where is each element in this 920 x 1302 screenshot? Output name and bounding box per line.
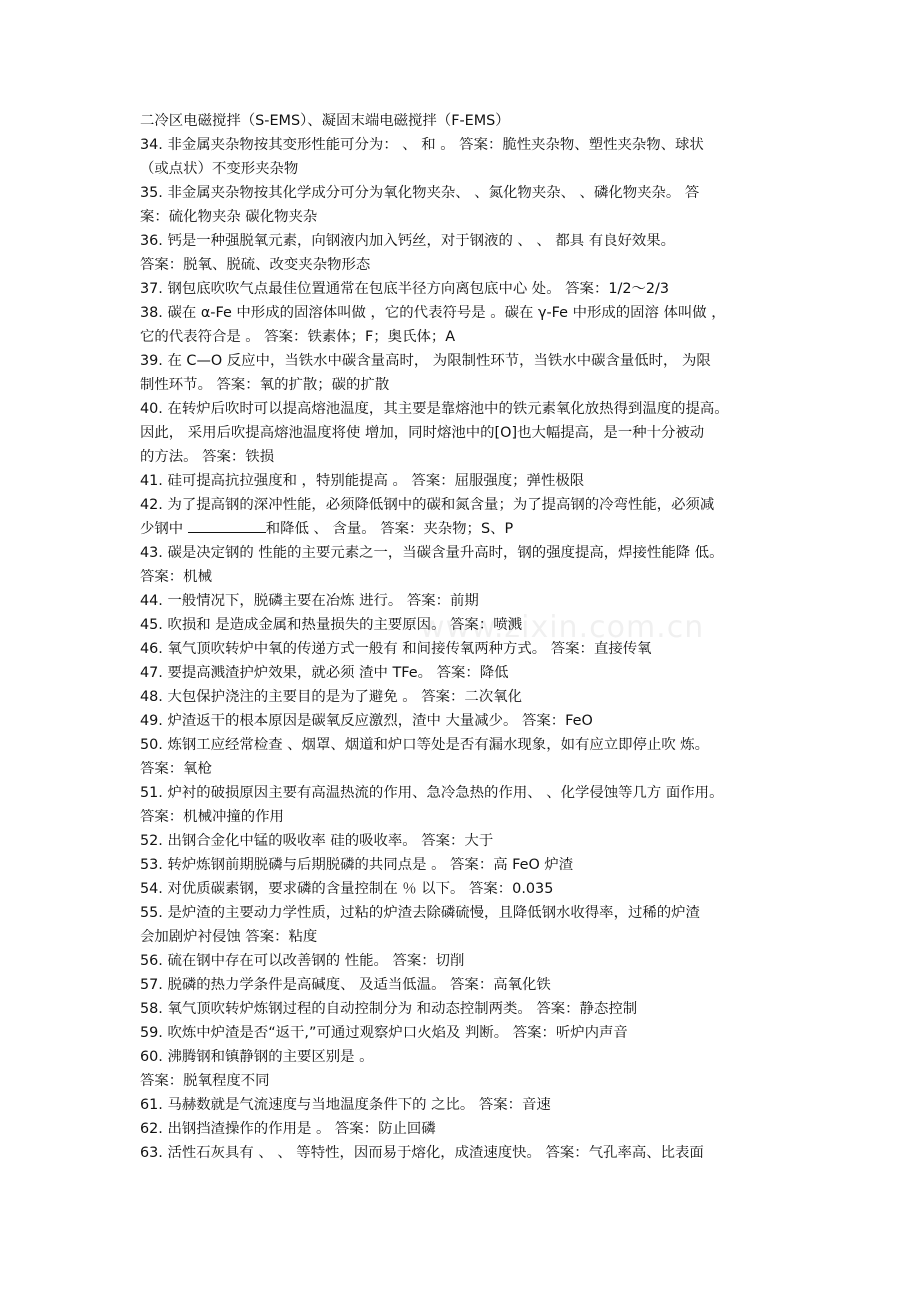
text-line: 38. 碳在 α-Fe 中形成的固溶体叫做 ，它的代表符号是 。碳在 γ-Fe 中形成的固溶 体叫做 ， [140, 305, 726, 321]
text-line: 54. 对优质碳素钢，要求磷的含量控制在 ％ 以下。 答案：0.035 [140, 881, 554, 897]
text-line: 56. 硫在钢中存在可以改善钢的 性能。 答案：切削 [140, 953, 465, 969]
watermark: www.zixin.com.cn [420, 610, 705, 645]
text-line: 53. 转炉炼钢前期脱磷与后期脱磷的共同点是 。 答案：高 FeO 炉渣 [140, 857, 574, 873]
text-line: 答案：机械冲撞的作用 [140, 809, 284, 825]
text-line: 答案：脱氧程度不同 [140, 1073, 270, 1089]
text-line: 答案：氧枪 [140, 761, 212, 777]
text-line: 34. 非金属夹杂物按其变形性能可分为： 、 和 。 答案：脆性夹杂物、塑性夹杂物、球状 [140, 137, 704, 153]
text-line [140, 517, 785, 541]
text-segment: 和降低 、 含量。 答案：夹杂物；S、P [265, 521, 514, 537]
text-line: 52. 出钢合金化中锰的吸收率 硅的吸收率。 答案：大于 [140, 833, 494, 849]
text-line: 59. 吹炼中炉渣是否“返干,”可通过观察炉口火焰及 判断。 答案：听炉内声音 [140, 1025, 628, 1041]
text-line: 40. 在转炉后吹时可以提高熔池温度，其主要是靠熔池中的铁元素氧化放热得到温度的提高。 [140, 401, 729, 417]
blank-underline [188, 517, 266, 533]
text-line: 48. 大包保护浇注的主要目的是为了避免 。 答案：二次氧化 [140, 689, 522, 705]
text-line: 的方法。 答案：铁损 [140, 449, 275, 465]
text-line: 44. 一般情况下，脱磷主要在冶炼 进行。 答案：前期 [140, 593, 479, 609]
document-body [140, 109, 785, 1165]
text-line: 63. 活性石灰具有 、 、 等特性，因而易于熔化，成渣速度快。 答案：气孔率高、比表面 [140, 1145, 704, 1161]
text-line: 答案：机械 [140, 569, 212, 585]
text-line: （或点状）不变形夹杂物 [140, 161, 299, 177]
text-line: 45. 吹损和 是造成金属和热量损失的主要原因。 答案：喷溅 [140, 617, 522, 633]
text-line: 会加剧炉衬侵蚀 答案：粘度 [140, 929, 318, 945]
text-line: 37. 钢包底吹吹气点最佳位置通常在包底半径方向离包底中心 处。 答案：1/2～2/3 [140, 281, 670, 297]
text-line: 58. 氧气顶吹转炉炼钢过程的自动控制分为 和动态控制两类。 答案：静态控制 [140, 1001, 638, 1017]
text-line: 案：硫化物夹杂 碳化物夹杂 [140, 209, 318, 225]
text-line: 因此， 采用后吹提高熔池温度将使 增加，同时熔池中的[O]也大幅提高，是一种十分被动 [140, 425, 705, 441]
text-line: 47. 要提高溅渣护炉效果，就必须 渣中 TFe。 答案：降低 [140, 665, 509, 681]
text-line: 60. 沸腾钢和镇静钢的主要区别是 。 [140, 1049, 374, 1065]
text-segment: 少钢中 [140, 521, 188, 537]
text-line: 39. 在 C—O 反应中，当铁水中碳含量高时， 为限制性环节，当铁水中碳含量低时， 为限 [140, 353, 711, 369]
text-line: 55. 是炉渣的主要动力学性质，过粘的炉渣去除磷硫慢，且降低钢水收得率，过稀的炉渣 [140, 905, 700, 921]
text-line: 61. 马赫数就是气流速度与当地温度条件下的 之比。 答案：音速 [140, 1097, 551, 1113]
text-line: 46. 氧气顶吹转炉中氧的传递方式一般有 和间接传氧两种方式。 答案：直接传氧 [140, 641, 652, 657]
text-line: 51. 炉衬的破损原因主要有高温热流的作用、急冷急热的作用、 、化学侵蚀等几方 面作用。 [140, 785, 724, 801]
text-line: 43. 碳是决定钢的 性能的主要元素之一，当碳含量升高时，钢的强度提高，焊接性能降 低。 [140, 545, 724, 561]
text-line: 50. 炼钢工应经常检查 、烟罩、烟道和炉口等处是否有漏水现象，如有应立即停止吹 炼。 [140, 737, 710, 753]
text-line: 35. 非金属夹杂物按其化学成分可分为氧化物夹杂、 、氮化物夹杂、 、磷化物夹杂。 答 [140, 185, 700, 201]
text-line: 答案：脱氧、脱硫、改变夹杂物形态 [140, 257, 371, 273]
text-line: 它的代表符合是 。 答案：铁素体；F；奥氏体；A [140, 329, 456, 345]
text-line: 41. 硅可提高抗拉强度和 ，特别能提高 。 答案：屈服强度；弹性极限 [140, 473, 585, 489]
text-line: 57. 脱磷的热力学条件是高碱度、 及适当低温。 答案：高氧化铁 [140, 977, 551, 993]
text-line: 42. 为了提高钢的深冲性能，必须降低钢中的碳和氮含量；为了提高钢的冷弯性能，必须减 [140, 497, 715, 513]
text-line: 36. 钙是一种强脱氧元素，向钢液内加入钙丝，对于钢液的 、 、 都具 有良好效果。 [140, 233, 676, 249]
text-line: 制性环节。 答案：氧的扩散；碳的扩散 [140, 377, 390, 393]
text-line: 49. 炉渣返干的根本原因是碳氧反应激烈，渣中 大量减少。 答案：FeO [140, 713, 593, 729]
text-line: 二冷区电磁搅拌（S-EMS）、凝固末端电磁搅拌（F-EMS） [140, 113, 510, 129]
text-line: 62. 出钢挡渣操作的作用是 。 答案：防止回磷 [140, 1121, 436, 1137]
